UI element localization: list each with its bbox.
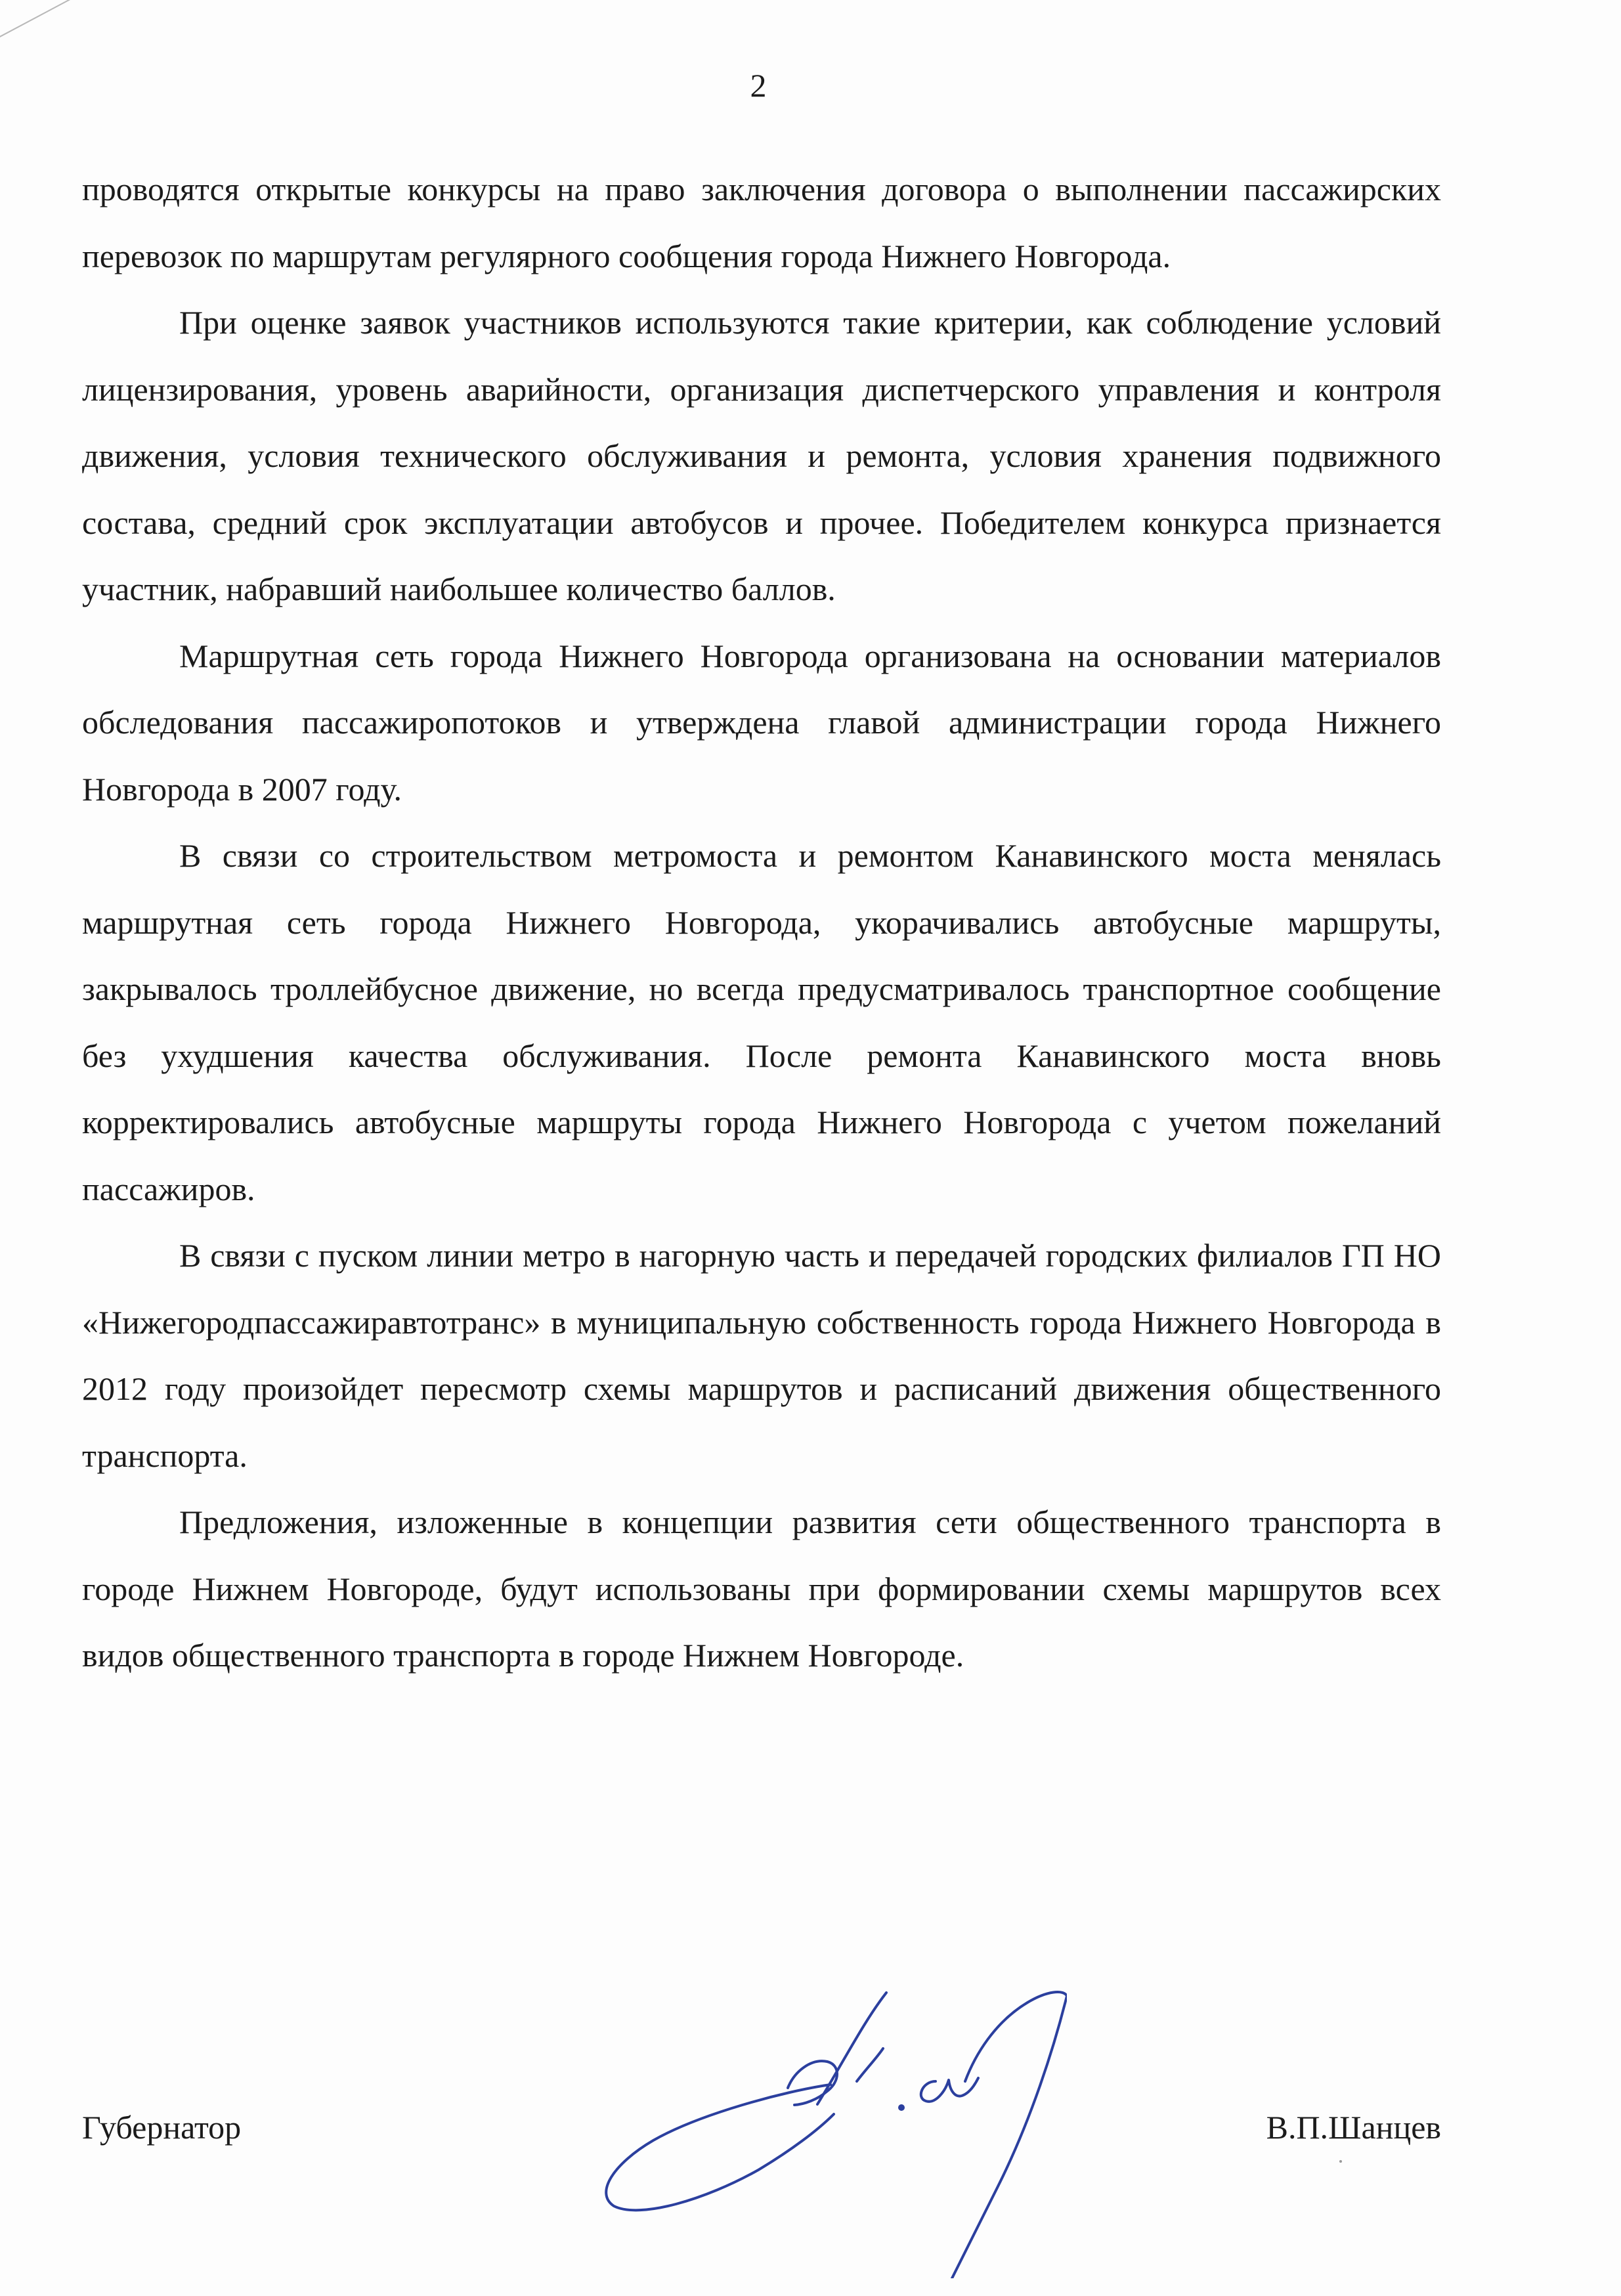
- paragraph-1: проводятся открытые конкурсы на право заключения договора о выполнении пассажирских перевозок по маршрутам регулярного сообщения города Нижнего Новгорода.: [82, 171, 1441, 274]
- signature-stroke-rise: [817, 1993, 886, 2104]
- signature-stroke-hook: [857, 2048, 883, 2081]
- signature-block: [82, 2081, 1441, 2278]
- handwritten-signature: [568, 1950, 1067, 2278]
- paragraph-3: Маршрутная сеть города Нижнего Новгорода организована на основании материалов обследования пассажиропотоков и утверждена главой администрации города Нижнего Новгорода в 2007 году.: [82, 637, 1441, 808]
- scan-corner-fold: [0, 0, 85, 46]
- paragraph-2: При оценке заявок участников используются такие критерии, как соблюдение условий лицензирования, уровень аварийности, организация диспетчерского управления и контроля движения, условия технического обслуживания и ремонта, условия хранения подвижного состава, средний срок эксплуатации автобусов и прочее. Победителем конкурса признается участник, набравший наибольшее количество баллов.: [82, 304, 1441, 607]
- scan-speck: [1339, 2160, 1342, 2163]
- signature-stroke-dot: [898, 2104, 905, 2111]
- paragraph-6: Предложения, изложенные в концепции развития сети общественного транспорта в городе Нижнем Новгороде, будут использованы при формировании схемы маршрутов всех видов общественного транспорта в городе Нижнем Новгороде.: [82, 1504, 1441, 1674]
- letter-body: [82, 156, 1441, 1689]
- signer-name: В.П.Шанцев: [1266, 2109, 1441, 2146]
- signer-position: Губернатор: [82, 2109, 242, 2146]
- page-number: 2: [750, 67, 767, 104]
- signature-stroke-tall: [952, 1992, 1067, 2278]
- paragraph-5: В связи с пуском линии метро в нагорную часть и передачей городских филиалов ГП НО «Нижегородпассажиравтотранс» в муниципальную собственность города Нижнего Новгорода в 2012 году произойдет пересмотр схемы маршрутов и расписаний движения общественного транспорта.: [82, 1237, 1441, 1474]
- paragraph-4: В связи со строительством метромоста и ремонтом Канавинского моста менялась маршрутная сеть города Нижнего Новгорода, укорачивались автобусные маршруты, закрывалось троллейбусное движение, но всегда предусматривалось транспортное сообщение без ухудшения качества обслуживания. После ремонта Канавинского моста вновь корректировались автобусные маршруты города Нижнего Новгорода с учетом пожеланий пассажиров.: [82, 837, 1441, 1207]
- signature-stroke-small: [921, 2078, 978, 2102]
